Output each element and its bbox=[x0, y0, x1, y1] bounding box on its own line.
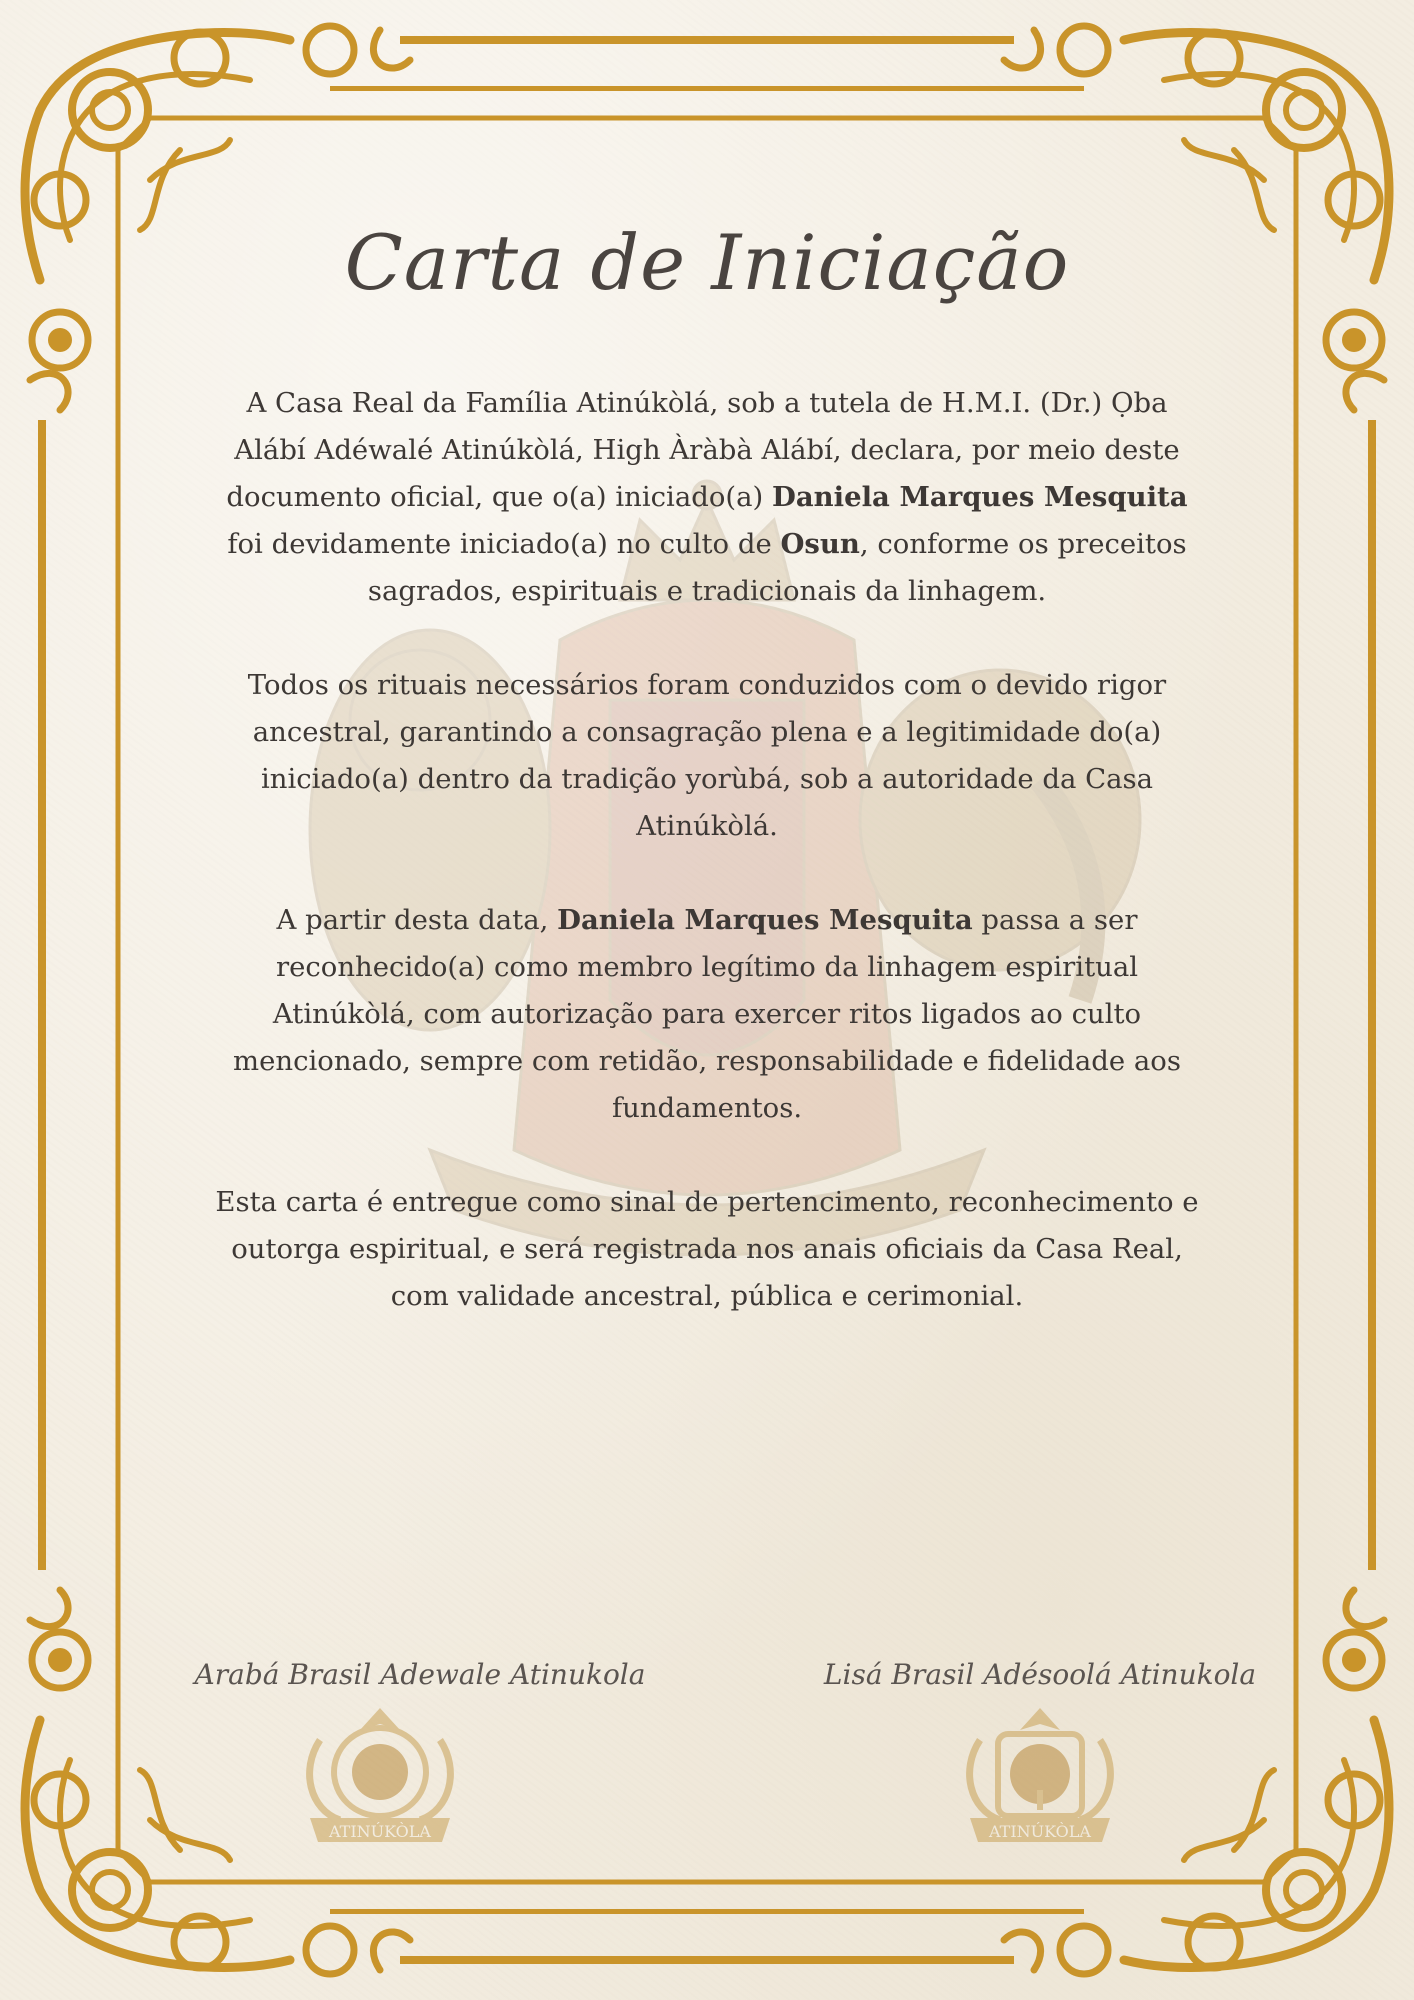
paragraph-text: foi devidamente iniciado(a) no culto de bbox=[227, 528, 781, 560]
seal-elephant-icon bbox=[950, 1700, 1130, 1860]
paragraph-text: , conforme os preceitos sagrados, espirituais e tradicionais da linhagem. bbox=[367, 528, 1187, 607]
seal-banner-left: ATINÚKÒLA bbox=[329, 1822, 431, 1841]
paragraph-rituals: Todos os rituais necessários foram conduzidos com o devido rigor ancestral, garantindo a consagração plena e a legitimidade do(a) iniciado(a) dentro da tradição yorùbá, sob a autoridade da Casa Atinúkòlá. bbox=[247, 669, 1167, 842]
initiate-name: Daniela Marques Mesquita bbox=[557, 904, 973, 936]
seal-banner-right: ATINÚKÒLA bbox=[989, 1822, 1091, 1841]
document-body bbox=[215, 380, 1199, 1367]
document-title: Carta de Iniciação bbox=[344, 218, 1070, 307]
paragraph-text: A Casa Real da Família Atinúkòlá, sob a tutela de H.M.I. (Dr.) Ọba Alábí Adéwalé Atinúkòlá, High Àràbà Alábí, declara, por meio deste documento oficial, que o(a) iniciado(a) bbox=[226, 387, 1180, 513]
signature-right: Lisá Brasil Adésoolá Atinukola bbox=[823, 1658, 1257, 1691]
initiate-name: Daniela Marques Mesquita bbox=[772, 481, 1188, 513]
paragraph-text: passa a ser reconhecido(a) como membro legítimo da linhagem espiritual Atinúkòlá, com autorização para exercer ritos ligados ao culto mencionado, sempre com retidão, responsabilidade e fidelidade aos fundamentos. bbox=[233, 904, 1181, 1124]
seal-tiger-icon bbox=[290, 1700, 470, 1860]
cult-name: Osun bbox=[780, 528, 860, 560]
paragraph-declaration bbox=[215, 380, 1199, 615]
signature-left: Arabá Brasil Adewale Atinukola bbox=[194, 1658, 646, 1691]
paragraph-registration: Esta carta é entregue como sinal de pertencimento, reconhecimento e outorga espiritual, e será registrada nos anais oficiais da Casa Real, com validade ancestral, pública e cerimonial. bbox=[215, 1186, 1199, 1312]
paragraph-text: A partir desta data, bbox=[276, 904, 558, 936]
paragraph-recognition bbox=[215, 897, 1199, 1132]
